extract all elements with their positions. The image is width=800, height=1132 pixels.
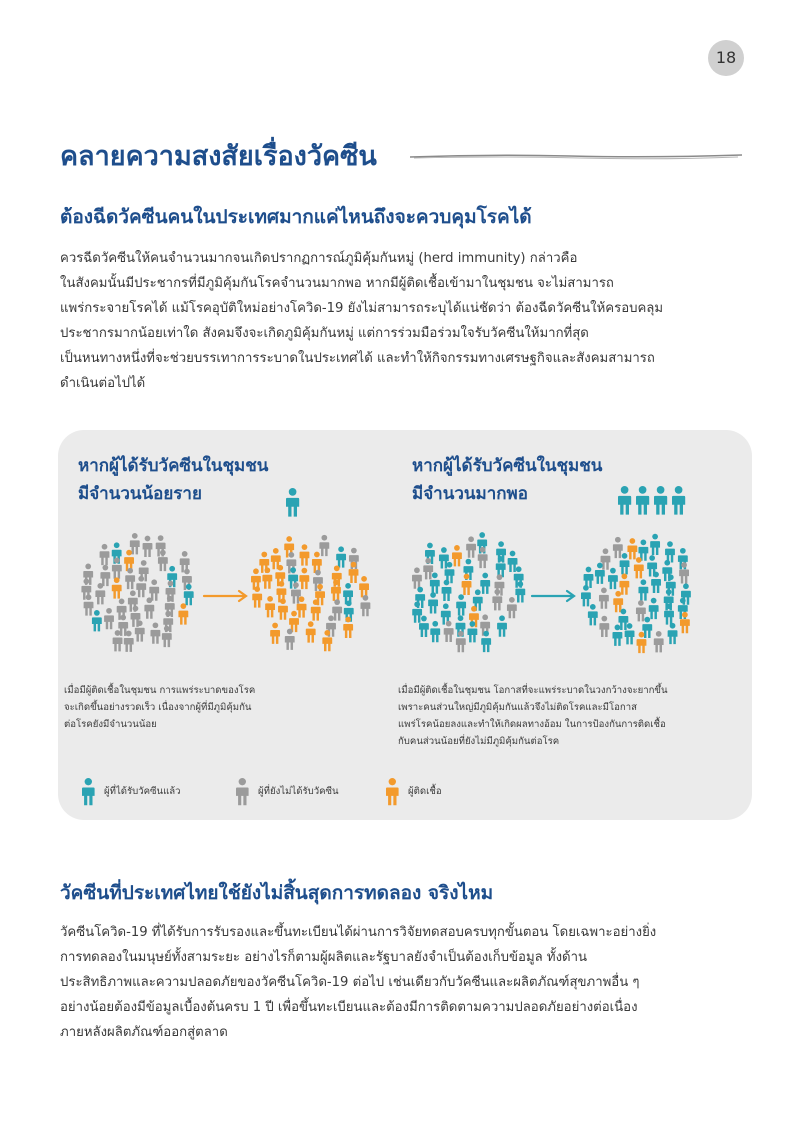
person-icon: [386, 778, 399, 805]
paragraph-line: ดำเนินต่อไปได้: [60, 376, 146, 391]
legend-label: ผู้ติดเชื้อ: [408, 786, 442, 797]
paragraph-line: ควรฉีดวัคซีนให้คนจำนวนมากจนเกิดปรากฏการณ์ภูมิคุ้มกันหมู่ (herd immunity) กล่าวคือ: [60, 251, 578, 266]
person-icon: [95, 583, 105, 604]
legend-vaccinated: [80, 776, 181, 806]
person-icon: [322, 630, 332, 651]
person-icon: [507, 597, 517, 618]
paragraph-line: การทดลองในมนุษย์ทั้งสามระยะ อย่างไรก็ตามผู้ผลิตและรัฐบาลยังจำเป็นต้องเก็บข้อมูล ทั้งด้าน: [60, 950, 588, 965]
person-icon: [456, 594, 466, 615]
paragraph-line: ประสิทธิภาพและความปลอดภัยของวัคซีนโควิด-19 ต่อไป เช่นเดียวกับวัคซีนและผลิตภัณฑ์สุขภาพอื่น ๆ: [60, 975, 640, 990]
person-icon: [306, 621, 316, 642]
person-icon: [82, 778, 95, 805]
person-icon: [100, 565, 110, 586]
person-icon: [584, 567, 594, 588]
person-icon: [92, 610, 102, 631]
person-icon: [444, 621, 454, 642]
herd-immunity-infographic: [58, 430, 752, 820]
caption-line: แพร่โรคน้อยลงและทำให้เกิดผลทางอ้อม ในการป้องกันการติดเชื้อ: [398, 719, 666, 730]
legend-label: ผู้ที่ได้รับวัคซีนแล้ว: [104, 786, 181, 797]
question-2-answer: [60, 920, 750, 1045]
title-underline: [410, 152, 742, 160]
page-number: 18: [708, 40, 744, 76]
person-icon: [654, 631, 664, 652]
caption-line: เมื่อมีผู้ติดเชื้อในชุมชน โอกาสที่จะแพร่ระบาดในวงกว้างจะยากขึ้น: [398, 685, 668, 696]
question-1-heading: ต้องฉีดวัคซีนคนในประเทศมากแค่ไหนถึงจะควบคุมโรคได้: [60, 206, 532, 228]
person-icon: [150, 622, 160, 643]
person-icon: [319, 535, 329, 556]
person-icon: [588, 604, 598, 625]
person-icon: [672, 486, 685, 515]
person-icon: [234, 776, 252, 806]
person-icon: [599, 616, 609, 637]
person-icon: [636, 600, 646, 621]
person-icon: [312, 552, 322, 573]
person-icon: [428, 592, 438, 613]
paragraph-line: ประชากรมากน้อยเท่าใด สังคมจึงจะเกิดภูมิคุ้มกันหมู่ แต่การร่วมมือร่วมใจรับวัคซีนให้มากที่สุด: [60, 326, 589, 341]
question-2-heading: วัคซีนที่ประเทศไทยใช้ยังไม่สิ้นสุดการทดลอง จริงไหม: [60, 882, 494, 904]
person-icon: [80, 776, 98, 806]
person-icon: [452, 545, 462, 566]
person-icon: [336, 546, 346, 567]
person-icon: [251, 568, 261, 589]
person-icon: [608, 568, 618, 589]
person-icon: [649, 598, 659, 619]
person-icon: [665, 541, 675, 562]
person-icon: [360, 595, 370, 616]
legend-unvaccinated: [234, 776, 339, 806]
right-scenario-caption: [398, 682, 668, 750]
person-icon: [581, 585, 591, 606]
person-icon: [627, 538, 637, 559]
left-scenario-caption: [64, 682, 255, 733]
person-icon: [236, 778, 249, 805]
paragraph-line: วัคซีนโควิด-19 ที่ได้รับการรับรองและขึ้นทะเบียนได้ผ่านการวิจัยทดสอบครบทุกขั้นตอน โดยเฉพาะอย่างยิ่ง: [60, 925, 657, 940]
legend-infected: [384, 776, 442, 806]
person-icon: [359, 576, 369, 597]
person-icon: [412, 601, 422, 622]
person-icon: [480, 573, 490, 594]
caption-line: กับคนส่วนน้อยที่ยังไม่มีภูมิคุ้มกันต่อโรค: [398, 736, 560, 747]
section-title: คลายความสงสัยเรื่องวัคซีน: [60, 141, 377, 172]
person-icon: [619, 573, 629, 594]
person-icon: [178, 603, 188, 624]
person-icon: [419, 616, 429, 637]
person-icon: [668, 623, 678, 644]
title-line: หากผู้ได้รับวัคซีนในชุมชน: [412, 456, 603, 476]
person-icon: [149, 579, 159, 600]
paragraph-line: เป็นหนทางหนึ่งที่จะช่วยบรรเทาการระบาดในประเทศได้ และทำให้กิจกรรมทางเศรษฐกิจและสังคมสามารถ: [60, 351, 655, 366]
title-line: มีจำนวนน้อยราย: [78, 484, 202, 504]
crowd-illustration: [58, 430, 752, 670]
person-icon: [618, 486, 631, 515]
person-icon: [442, 580, 452, 601]
person-icon: [262, 567, 272, 588]
paragraph-line: แพร่กระจายโรคได้ แม้โรคอุบัติใหม่อย่างโควิด-19 ยังไม่สามารถระบุได้แน่ชัดว่า ต้องฉีดวัคซีนให้ครอบคลุม: [60, 301, 664, 316]
person-icon: [143, 536, 153, 557]
person-icon: [636, 486, 649, 515]
person-icon: [112, 577, 122, 598]
person-icon: [412, 567, 422, 588]
person-icon: [654, 486, 667, 515]
person-icon: [497, 615, 507, 636]
person-icon: [599, 587, 609, 608]
paragraph-line: ภายหลังผลิตภัณฑ์ออกสู่ตลาด: [60, 1025, 228, 1040]
question-1-answer: [60, 246, 750, 396]
caption-line: เมื่อมีผู้ติดเชื้อในชุมชน การแพร่ระบาดของโรค: [64, 685, 256, 696]
caption-line: เพราะคนส่วนใหญ่มีภูมิคุ้มกันแล้วจึงไม่ติดโรคและมีโอกาส: [398, 702, 637, 713]
caption-line: ต่อโรคยังมีจำนวนน้อย: [64, 719, 157, 730]
legend-label: ผู้ที่ยังไม่ได้รับวัคซีน: [258, 786, 339, 797]
person-icon: [286, 488, 299, 517]
title-line: มีจำนวนมากพอ: [412, 484, 528, 504]
person-icon: [270, 623, 280, 644]
title-line: หากผู้ได้รับวัคซีนในชุมชน: [78, 456, 269, 476]
caption-line: จะเกิดขึ้นอย่างรวดเร็ว เนื่องจากผู้ที่มีภูมิคุ้มกัน: [64, 702, 252, 713]
person-icon: [466, 536, 476, 557]
paragraph-line: ในสังคมนั้นมีประชากรที่มีภูมิคุ้มกันโรคจำนวนมากพอ หากมีผู้ติดเชื้อเข้ามาในชุมชน จะไม่สามารถ: [60, 276, 614, 291]
person-icon: [651, 572, 661, 593]
paragraph-line: อย่างน้อยต้องมีข้อมูลเบื้องต้นครบ 1 ปี เพื่อขึ้นทะเบียนและต้องมีการติดตามความปลอดภัยอย่างต่อเนื่อง: [60, 1000, 638, 1015]
arrow-icon: [204, 591, 246, 601]
person-icon: [100, 544, 110, 565]
person-icon: [299, 568, 309, 589]
person-icon: [430, 621, 440, 642]
person-icon: [650, 534, 660, 555]
arrow-icon: [532, 591, 574, 601]
person-icon: [638, 579, 648, 600]
person-icon: [384, 776, 402, 806]
person-icon: [613, 537, 623, 558]
person-icon: [265, 596, 275, 617]
person-icon: [300, 544, 310, 565]
person-icon: [104, 608, 114, 629]
